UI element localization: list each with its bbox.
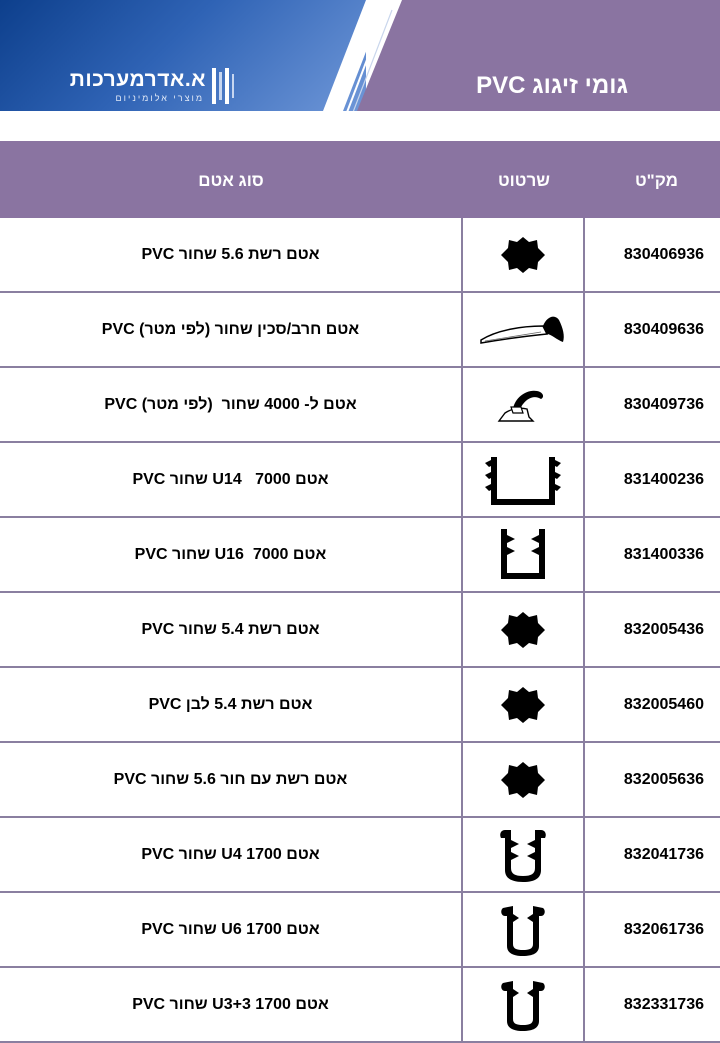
drawing-cell	[463, 968, 585, 1041]
octagon-star-profile-icon	[499, 610, 547, 650]
sku-cell: 832041736	[623, 846, 704, 863]
sku-cell: 832005636	[623, 771, 704, 788]
gasket-type-cell: אטם 1700 U4 שחור PVC	[0, 818, 463, 891]
sku-cell: 830409636	[623, 321, 704, 338]
table-row	[0, 743, 720, 818]
drawing-cell	[463, 518, 585, 591]
page-title: גומי זיגוג PVC	[476, 72, 628, 99]
lip-profile-icon	[493, 385, 553, 425]
octagon-star-profile-icon	[499, 760, 547, 800]
gasket-type-cell: אטם רשת 5.4 שחור PVC	[0, 593, 463, 666]
gasket-type-cell: אטם חרב/סכין שחור (לפי מטר) PVC	[0, 293, 463, 366]
drawing-cell	[463, 743, 585, 816]
gasket-type-cell: אטם 7000 U16 שחור PVC	[0, 518, 463, 591]
logo-tagline: מוצרי אלומיניום	[115, 93, 204, 103]
sku-cell: 832061736	[623, 921, 704, 938]
drawing-cell	[463, 368, 585, 441]
blade-profile-icon	[477, 310, 569, 350]
drawing-cell	[463, 668, 585, 741]
gasket-type-cell: אטם 7000 U14 שחור PVC	[0, 443, 463, 516]
drawing-cell	[463, 818, 585, 891]
table-row	[0, 593, 720, 668]
drawing-cell	[463, 893, 585, 966]
table-row	[0, 368, 720, 443]
gasket-type-cell: אטם רשת 5.4 לבן PVC	[0, 668, 463, 741]
u-profile-icon	[497, 902, 549, 958]
logo-bars-icon	[210, 66, 240, 106]
gasket-type-cell: אטם 1700 U6 שחור PVC	[0, 893, 463, 966]
column-header-drawing: שרטוט	[497, 171, 550, 190]
drawing-cell	[463, 293, 585, 366]
table-row	[0, 968, 720, 1043]
octagon-star-profile-icon	[499, 685, 547, 725]
gasket-type-cell: אטם ל- 4000 שחור (לפי מטר) PVC	[0, 368, 463, 441]
table-row	[0, 293, 720, 368]
sku-cell: 831400236	[623, 471, 704, 488]
table-header	[0, 141, 720, 218]
table-row	[0, 668, 720, 743]
company-logo	[69, 66, 244, 106]
table-row	[0, 443, 720, 518]
sku-cell: 830409736	[623, 396, 704, 413]
u-channel-wide-icon	[481, 453, 565, 507]
octagon-star-profile-icon	[499, 235, 547, 275]
table-row	[0, 518, 720, 593]
drawing-cell	[463, 443, 585, 516]
gasket-type-cell: אטם 1700 U3+3 שחור PVC	[0, 968, 463, 1041]
drawing-cell	[463, 593, 585, 666]
sku-cell: 830406936	[623, 246, 704, 263]
sku-cell: 832331736	[623, 996, 704, 1013]
table-row	[0, 818, 720, 893]
sku-cell: 832005436	[623, 621, 704, 638]
gasket-type-cell: אטם רשת עם חור 5.6 שחור PVC	[0, 743, 463, 816]
sku-cell: 832005460	[623, 696, 704, 713]
column-header-sku: מק"ט	[634, 171, 678, 190]
u-profile-ribbed-icon	[497, 826, 549, 884]
sku-cell: 831400336	[623, 546, 704, 563]
column-header-type: סוג אטם	[198, 171, 264, 190]
header-banner	[0, 0, 720, 111]
drawing-cell	[463, 218, 585, 291]
u-profile-icon	[497, 977, 549, 1033]
u-channel-icon	[491, 527, 555, 583]
table-row	[0, 218, 720, 293]
table-row	[0, 893, 720, 968]
logo-name: א.אדרמערכות	[69, 68, 206, 91]
gasket-type-cell: אטם רשת 5.6 שחור PVC	[0, 218, 463, 291]
